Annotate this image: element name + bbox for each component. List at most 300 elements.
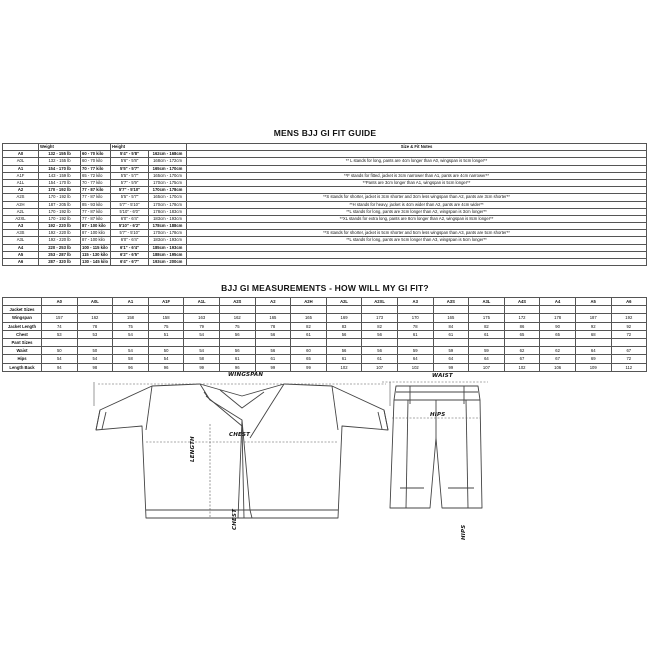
- waist-label: WAIST: [432, 373, 453, 379]
- fit-guide-cell-size: A1F: [3, 172, 39, 179]
- measurements-empty-cell: [113, 306, 149, 314]
- measurements-value-cell: 112: [611, 363, 647, 371]
- measurements-value-cell: 102: [326, 363, 362, 371]
- measurements-size-header: A5: [575, 298, 611, 306]
- measurements-value-cell: 51: [148, 330, 184, 338]
- measurements-value-cell: 107: [469, 363, 505, 371]
- fit-guide-cell-cm: 178cm - 183cm: [149, 208, 187, 215]
- fit-guide-cell-lb: 132 - 155 lb: [39, 158, 81, 165]
- measurements-empty-cell: [611, 306, 647, 314]
- measurements-value-cell: 157: [42, 314, 78, 322]
- measurements-value-cell: 96: [113, 363, 149, 371]
- measurements-value-cell: 72: [611, 355, 647, 363]
- measurements-value-cell: 61: [433, 330, 469, 338]
- pant-sizes-row-label: Pant Sizes: [3, 339, 42, 347]
- measurements-empty-cell: [113, 339, 149, 347]
- fit-guide-cell-ft: 6'0" - 6'4": [111, 215, 149, 222]
- measurements-empty-cell: [184, 339, 220, 347]
- fit-guide-cell-kg: 60 - 70 kilo: [81, 158, 111, 165]
- measurements-value-cell: 78: [77, 322, 113, 330]
- fit-guide-cell-lb: 170 - 192 lb: [39, 215, 81, 222]
- measurements-size-header: A4S: [504, 298, 540, 306]
- measurements-size-header: A0L: [77, 298, 113, 306]
- measurements-value-cell: 56: [219, 347, 255, 355]
- measurements-empty-cell: [575, 339, 611, 347]
- fit-guide-cell-cm: 170cm - 178cm: [149, 187, 187, 194]
- fit-guide-cell-note: **Pants are 3cm longer than A1, wingspan is 5cm longer**: [187, 179, 647, 186]
- measurements-value-cell: 162: [77, 314, 113, 322]
- measurements-table: [2, 297, 647, 372]
- measurements-size-header: A2H: [291, 298, 327, 306]
- measurements-empty-cell: [219, 339, 255, 347]
- measurements-corner-cell: [3, 298, 42, 306]
- measurements-row: [3, 314, 647, 322]
- measurements-row: [3, 347, 647, 355]
- fit-guide-cell-cm: 188cm - 195cm: [149, 251, 187, 258]
- measurements-value-cell: 158: [113, 314, 149, 322]
- fit-guide-cell-ft: 6'1" - 6'4": [111, 244, 149, 251]
- measurements-value-cell: 61: [255, 355, 291, 363]
- measurements-value-cell: 56: [255, 330, 291, 338]
- fit-guide-row: [3, 223, 647, 230]
- measurements-empty-cell: [326, 306, 362, 314]
- fit-guide-cell-size: A2L: [3, 208, 39, 215]
- fit-guide-header-notes: Size & Fit Notes: [187, 144, 647, 151]
- fit-guide-row: [3, 244, 647, 251]
- measurements-value-cell: 99: [255, 363, 291, 371]
- measurements-empty-cell: [540, 306, 576, 314]
- fit-guide-cell-cm: 170cm - 178cm: [149, 201, 187, 208]
- measurements-value-cell: 175: [469, 314, 505, 322]
- fit-guide-cell-size: A2S: [3, 194, 39, 201]
- measurements-value-cell: 65: [504, 330, 540, 338]
- measurements-value-cell: 75: [148, 322, 184, 330]
- measurements-value-cell: 172: [504, 314, 540, 322]
- fit-guide-row: [3, 201, 647, 208]
- fit-guide-cell-lb: 170 - 192 lb: [39, 187, 81, 194]
- fit-guide-cell-ft: 5'7" - 5'10": [111, 201, 149, 208]
- fit-guide-cell-ft: 5'7" - 5'10": [111, 187, 149, 194]
- measurements-empty-cell: [540, 339, 576, 347]
- fit-guide-cell-kg: 70 - 77 kilo: [81, 179, 111, 186]
- measurements-value-cell: 78: [255, 322, 291, 330]
- measurements-value-cell: 96: [148, 363, 184, 371]
- measurements-value-cell: 61: [397, 330, 433, 338]
- fit-guide-cell-size: A3L: [3, 237, 39, 244]
- hips-label-upper: HIPS: [430, 412, 446, 418]
- measurements-value-cell: 178: [540, 314, 576, 322]
- measurements-value-cell: 98: [77, 363, 113, 371]
- measurements-value-cell: 82: [362, 322, 398, 330]
- measurements-size-header: A2S: [219, 298, 255, 306]
- fit-guide-cell-kg: 100 - 115 kilo: [81, 244, 111, 251]
- fit-guide-cell-note: [187, 251, 647, 258]
- measurements-empty-cell: [77, 306, 113, 314]
- measurements-value-cell: 56: [255, 347, 291, 355]
- fit-guide-row: [3, 165, 647, 172]
- measurements-size-header: A1: [113, 298, 149, 306]
- measurements-empty-cell: [291, 306, 327, 314]
- measurements-value-cell: 64: [575, 347, 611, 355]
- measurements-empty-cell: [469, 306, 505, 314]
- fit-guide-cell-lb: 143 - 159 lb: [39, 172, 81, 179]
- measurements-empty-cell: [504, 306, 540, 314]
- fit-guide-row: [3, 251, 647, 258]
- measurements-value-cell: 54: [184, 347, 220, 355]
- fit-guide-cell-cm: 170cm - 175cm: [149, 179, 187, 186]
- fit-guide-cell-size: A3S: [3, 230, 39, 237]
- jacket-sizes-row-label: Jacket Sizes: [3, 306, 42, 314]
- fit-guide-cell-lb: 154 - 170 lb: [39, 179, 81, 186]
- measurements-value-cell: 56: [219, 330, 255, 338]
- fit-guide-cell-ft: 6'2" - 6'5": [111, 251, 149, 258]
- fit-guide-title: MENS BJJ GI FIT GUIDE: [273, 128, 377, 138]
- measurements-row-label: Wingspan: [3, 314, 42, 322]
- measurements-value-cell: 61: [219, 355, 255, 363]
- fit-guide-cell-size: A3: [3, 223, 39, 230]
- fit-guide-cell-cm: 178cm - 188cm: [149, 223, 187, 230]
- measurements-value-cell: 67: [540, 355, 576, 363]
- measurements-value-cell: 61: [326, 355, 362, 363]
- fit-guide-row: [3, 208, 647, 215]
- measurements-value-cell: 59: [469, 347, 505, 355]
- fit-guide-cell-ft: 5'10" - 6'0": [111, 208, 149, 215]
- measurements-value-cell: 68: [575, 330, 611, 338]
- chest-label-lower: CHEST: [232, 508, 238, 530]
- fit-guide-cell-size: A0L: [3, 158, 39, 165]
- fit-guide-cell-lb: 170 - 192 lb: [39, 208, 81, 215]
- jacket-sizes-row: [3, 306, 647, 314]
- fit-guide-cell-kg: 87 - 100 kilo: [81, 230, 111, 237]
- measurements-size-header: A1F: [148, 298, 184, 306]
- measurements-value-cell: 50: [42, 347, 78, 355]
- measurements-empty-cell: [469, 339, 505, 347]
- measurements-value-cell: 54: [184, 330, 220, 338]
- measurements-size-header: A6: [611, 298, 647, 306]
- measurements-value-cell: 82: [469, 322, 505, 330]
- measurements-value-cell: 94: [42, 363, 78, 371]
- fit-guide-row: [3, 158, 647, 165]
- fit-guide-cell-note: **S stands for shorter, jacket is 5cm shorter and 5cm less wingspan than A3, pants are 5cm shorter**: [187, 230, 647, 237]
- fit-guide-cell-note: **H stands for heavy, jacket is 4cm wider than A2, pants are 4cm wider**: [187, 201, 647, 208]
- measurements-value-cell: 92: [575, 322, 611, 330]
- fit-guide-cell-cm: 183cm - 193cm: [149, 215, 187, 222]
- fit-guide-cell-ft: 5'4" - 5'8": [111, 151, 149, 158]
- measurements-value-cell: 99: [291, 363, 327, 371]
- measurements-size-header: A2L: [326, 298, 362, 306]
- measurements-value-cell: 165: [433, 314, 469, 322]
- measurements-size-header: A2XL: [362, 298, 398, 306]
- fit-guide-cell-ft: 5'5" - 5'7": [111, 165, 149, 172]
- measurements-empty-cell: [184, 306, 220, 314]
- fit-guide-cell-lb: 192 - 220 lb: [39, 230, 81, 237]
- fit-guide-cell-kg: 77 - 87 kilo: [81, 208, 111, 215]
- fit-guide-cell-lb: 253 - 287 lb: [39, 251, 81, 258]
- measurements-value-cell: 64: [433, 355, 469, 363]
- measurements-row-label: Waist: [3, 347, 42, 355]
- measurements-value-cell: 78: [397, 322, 433, 330]
- measurements-empty-cell: [575, 306, 611, 314]
- measurements-row: [3, 330, 647, 338]
- measurements-value-cell: 86: [504, 322, 540, 330]
- fit-guide-row: [3, 172, 647, 179]
- fit-guide-cell-size: A2H: [3, 201, 39, 208]
- fit-guide-cell-note: **F stands for fitted, jacket is 3cm narrower than A1, pants are 4cm narrower**: [187, 172, 647, 179]
- fit-guide-cell-ft: 5'5" - 5'7": [111, 172, 149, 179]
- measurements-value-cell: 96: [219, 363, 255, 371]
- measurements-empty-cell: [362, 306, 398, 314]
- fit-guide-table: [2, 143, 647, 266]
- measurements-value-cell: 65: [291, 355, 327, 363]
- wingspan-label: WINGSPAN: [228, 372, 264, 378]
- measurements-value-cell: 62: [540, 347, 576, 355]
- fit-guide-row: [3, 194, 647, 201]
- measurements-empty-cell: [433, 339, 469, 347]
- pants-diagram: [380, 378, 490, 528]
- measurements-value-cell: 50: [77, 347, 113, 355]
- measurements-empty-cell: [219, 306, 255, 314]
- measurements-value-cell: 54: [113, 347, 149, 355]
- fit-guide-cell-lb: 132 - 155 lb: [39, 151, 81, 158]
- fit-guide-cell-cm: 185cm - 193cm: [149, 244, 187, 251]
- measurements-row: [3, 355, 647, 363]
- fit-guide-cell-cm: 183cm - 193cm: [149, 237, 187, 244]
- chest-label-upper: CHEST: [229, 432, 251, 438]
- fit-guide-cell-note: [187, 244, 647, 251]
- measurements-empty-cell: [77, 339, 113, 347]
- fit-guide-cell-ft: 6'0" - 6'4": [111, 237, 149, 244]
- fit-guide-cell-note: **XL stands for extra long, pants are 8cm longer than A2, wingspan is 8cm longer**: [187, 215, 647, 222]
- measurements-value-cell: 102: [397, 363, 433, 371]
- fit-guide-cell-ft: 5'7" - 5'10": [111, 230, 149, 237]
- fit-guide-cell-kg: 70 - 77 kilo: [81, 165, 111, 172]
- measurements-empty-cell: [148, 306, 184, 314]
- fit-guide-cell-kg: 77 - 87 kilo: [81, 194, 111, 201]
- fit-guide-cell-note: [187, 223, 647, 230]
- fit-guide-row: [3, 151, 647, 158]
- measurements-value-cell: 107: [362, 363, 398, 371]
- fit-guide-row: [3, 237, 647, 244]
- fit-guide-row: [3, 187, 647, 194]
- fit-guide-header-height: Height: [111, 144, 187, 151]
- fit-guide-cell-kg: 77 - 87 kilo: [81, 187, 111, 194]
- measurements-empty-cell: [255, 339, 291, 347]
- measurements-value-cell: 53: [77, 330, 113, 338]
- fit-guide-cell-note: [187, 151, 647, 158]
- fit-guide-cell-ft: 6'4" - 6'7": [111, 259, 149, 266]
- measurements-value-cell: 56: [362, 330, 398, 338]
- fit-guide-cell-cm: 162cm - 168cm: [149, 151, 187, 158]
- measurements-value-cell: 169: [326, 314, 362, 322]
- fit-guide-cell-kg: 65 - 72 kilo: [81, 172, 111, 179]
- measurements-value-cell: 65: [540, 330, 576, 338]
- fit-guide-cell-lb: 187 - 205 lb: [39, 201, 81, 208]
- measurements-empty-cell: [397, 306, 433, 314]
- fit-guide-cell-ft: 5'7" - 5'9": [111, 179, 149, 186]
- measurements-value-cell: 82: [291, 322, 327, 330]
- measurements-row-label: Length Back: [3, 363, 42, 371]
- fit-guide-cell-lb: 154 - 170 lb: [39, 165, 81, 172]
- fit-guide-cell-cm: 165cm - 170cm: [149, 165, 187, 172]
- fit-guide-cell-size: A6: [3, 259, 39, 266]
- measurements-empty-cell: [611, 339, 647, 347]
- measurements-value-cell: 162: [219, 314, 255, 322]
- fit-guide-cell-ft: 5'6" - 5'8": [111, 158, 149, 165]
- fit-guide-row: [3, 215, 647, 222]
- measurements-empty-cell: [326, 339, 362, 347]
- measurements-value-cell: 173: [362, 314, 398, 322]
- fit-guide-cell-lb: 192 - 220 lb: [39, 237, 81, 244]
- measurements-value-cell: 54: [42, 355, 78, 363]
- fit-guide-cell-cm: 165cm - 170cm: [149, 194, 187, 201]
- measurements-row-label: Hips: [3, 355, 42, 363]
- fit-guide-cell-size: A2: [3, 187, 39, 194]
- measurements-value-cell: 54: [77, 355, 113, 363]
- measurements-empty-cell: [397, 339, 433, 347]
- measurements-value-cell: 163: [184, 314, 220, 322]
- fit-guide-cell-kg: 85 - 93 kilo: [81, 201, 111, 208]
- measurements-value-cell: 165: [291, 314, 327, 322]
- measurements-value-cell: 50: [148, 347, 184, 355]
- measurements-value-cell: 83: [326, 322, 362, 330]
- pant-sizes-row: [3, 339, 647, 347]
- fit-guide-header-weight: Weight: [39, 144, 111, 151]
- fit-guide-cell-kg: 87 - 100 kilo: [81, 223, 111, 230]
- fit-guide-cell-lb: 192 - 220 lb: [39, 223, 81, 230]
- fit-guide-cell-note: [187, 259, 647, 266]
- measurements-row-label: Chest: [3, 330, 42, 338]
- length-label: LENGTH: [190, 436, 196, 462]
- fit-guide-header-row: [3, 144, 647, 151]
- fit-guide-row: [3, 179, 647, 186]
- fit-guide-cell-lb: 287 - 320 lb: [39, 259, 81, 266]
- measurements-value-cell: 75: [219, 322, 255, 330]
- measurements-value-cell: 58: [113, 355, 149, 363]
- measurements-empty-cell: [148, 339, 184, 347]
- measurements-value-cell: 92: [611, 322, 647, 330]
- fit-guide-cell-size: A1L: [3, 179, 39, 186]
- measurements-value-cell: 69: [575, 355, 611, 363]
- measurements-value-cell: 99: [433, 363, 469, 371]
- measurements-value-cell: 58: [184, 355, 220, 363]
- fit-guide-cell-kg: 87 - 100 kilo: [81, 237, 111, 244]
- measurements-row: [3, 363, 647, 371]
- measurements-size-header: A2: [255, 298, 291, 306]
- measurements-value-cell: 56: [362, 347, 398, 355]
- measurements-row: [3, 322, 647, 330]
- fit-guide-cell-note: **S stands for shorter, jacket is 3cm shorter and 3cm less wingspan than A2, pants are 3cm shorter**: [187, 194, 647, 201]
- measurements-size-header: A0: [42, 298, 78, 306]
- fit-guide-cell-ft: 5'5" - 5'7": [111, 194, 149, 201]
- measurements-size-header: A3L: [469, 298, 505, 306]
- measurements-value-cell: 61: [469, 330, 505, 338]
- measurements-value-cell: 56: [326, 330, 362, 338]
- measurements-size-header: A3S: [433, 298, 469, 306]
- measurements-value-cell: 61: [291, 330, 327, 338]
- fit-guide-cell-note: [187, 165, 647, 172]
- measurements-title: BJJ GI MEASUREMENTS - HOW WILL MY GI FIT?: [221, 283, 429, 293]
- fit-guide-cell-note: ** L stands for long, pants are 4cm longer than A0, wingspan is 5cm longer**: [187, 158, 647, 165]
- measurements-value-cell: 53: [42, 330, 78, 338]
- measurements-size-header: A4: [540, 298, 576, 306]
- fit-guide-cell-kg: 77 - 87 kilo: [81, 215, 111, 222]
- fit-guide-cell-size: A2XL: [3, 215, 39, 222]
- measurements-value-cell: 158: [148, 314, 184, 322]
- measurements-size-header: A1L: [184, 298, 220, 306]
- measurements-value-cell: 109: [575, 363, 611, 371]
- measurements-value-cell: 74: [42, 322, 78, 330]
- measurements-empty-cell: [433, 306, 469, 314]
- measurements-value-cell: 75: [113, 322, 149, 330]
- fit-guide-cell-note: [187, 187, 647, 194]
- measurements-empty-cell: [42, 339, 78, 347]
- fit-guide-cell-note: **L stands for long, pants are 5cm longer than A3, wingspan is 5cm longer**: [187, 237, 647, 244]
- fit-guide-cell-cm: 168cm - 172cm: [149, 158, 187, 165]
- fit-guide-cell-ft: 5'10" - 6'2": [111, 223, 149, 230]
- measurements-value-cell: 64: [469, 355, 505, 363]
- measurements-value-cell: 64: [397, 355, 433, 363]
- measurements-value-cell: 192: [611, 314, 647, 322]
- measurements-value-cell: 79: [184, 322, 220, 330]
- measurements-row-label: Jacket Length: [3, 322, 42, 330]
- fit-guide-cell-size: A1: [3, 165, 39, 172]
- fit-guide-header-size: [3, 144, 39, 151]
- measurements-value-cell: 165: [255, 314, 291, 322]
- measurements-value-cell: 54: [148, 355, 184, 363]
- fit-guide-cell-kg: 60 - 70 kilo: [81, 151, 111, 158]
- measurements-empty-cell: [504, 339, 540, 347]
- measurements-empty-cell: [255, 306, 291, 314]
- measurements-value-cell: 60: [291, 347, 327, 355]
- measurements-header-row: [3, 298, 647, 306]
- measurements-value-cell: 106: [540, 363, 576, 371]
- measurements-value-cell: 170: [397, 314, 433, 322]
- measurements-value-cell: 84: [433, 322, 469, 330]
- fit-guide-cell-kg: 130 - 145 kilo: [81, 259, 111, 266]
- measurements-value-cell: 99: [184, 363, 220, 371]
- fit-guide-cell-cm: 165cm - 170cm: [149, 172, 187, 179]
- measurements-value-cell: 67: [504, 355, 540, 363]
- fit-guide-cell-size: A4: [3, 244, 39, 251]
- measurements-value-cell: 62: [504, 347, 540, 355]
- fit-guide-cell-size: A5: [3, 251, 39, 258]
- fit-guide-cell-lb: 220 - 253 lb: [39, 244, 81, 251]
- fit-guide-cell-cm: 193cm - 200cm: [149, 259, 187, 266]
- measurements-value-cell: 90: [540, 322, 576, 330]
- fit-guide-cell-note: **L stands for long, pants are 3cm longer than A2, wingspan is 3cm longer**: [187, 208, 647, 215]
- measurements-value-cell: 72: [611, 330, 647, 338]
- fit-guide-row: [3, 259, 647, 266]
- measurements-value-cell: 102: [504, 363, 540, 371]
- jacket-diagram: [92, 378, 392, 528]
- measurements-value-cell: 56: [326, 347, 362, 355]
- fit-guide-cell-kg: 115 - 130 kilo: [81, 251, 111, 258]
- measurements-size-header: A3: [397, 298, 433, 306]
- measurements-value-cell: 61: [362, 355, 398, 363]
- fit-guide-cell-lb: 170 - 192 lb: [39, 194, 81, 201]
- fit-guide-cell-cm: 170cm - 178cm: [149, 230, 187, 237]
- fit-guide-cell-size: A0: [3, 151, 39, 158]
- measurements-empty-cell: [291, 339, 327, 347]
- measurements-empty-cell: [362, 339, 398, 347]
- measurements-value-cell: 187: [575, 314, 611, 322]
- measurements-empty-cell: [42, 306, 78, 314]
- hips-label-lower: HIPS: [461, 524, 467, 540]
- measurements-value-cell: 59: [433, 347, 469, 355]
- measurements-value-cell: 59: [397, 347, 433, 355]
- measurements-value-cell: 54: [113, 330, 149, 338]
- fit-guide-row: [3, 230, 647, 237]
